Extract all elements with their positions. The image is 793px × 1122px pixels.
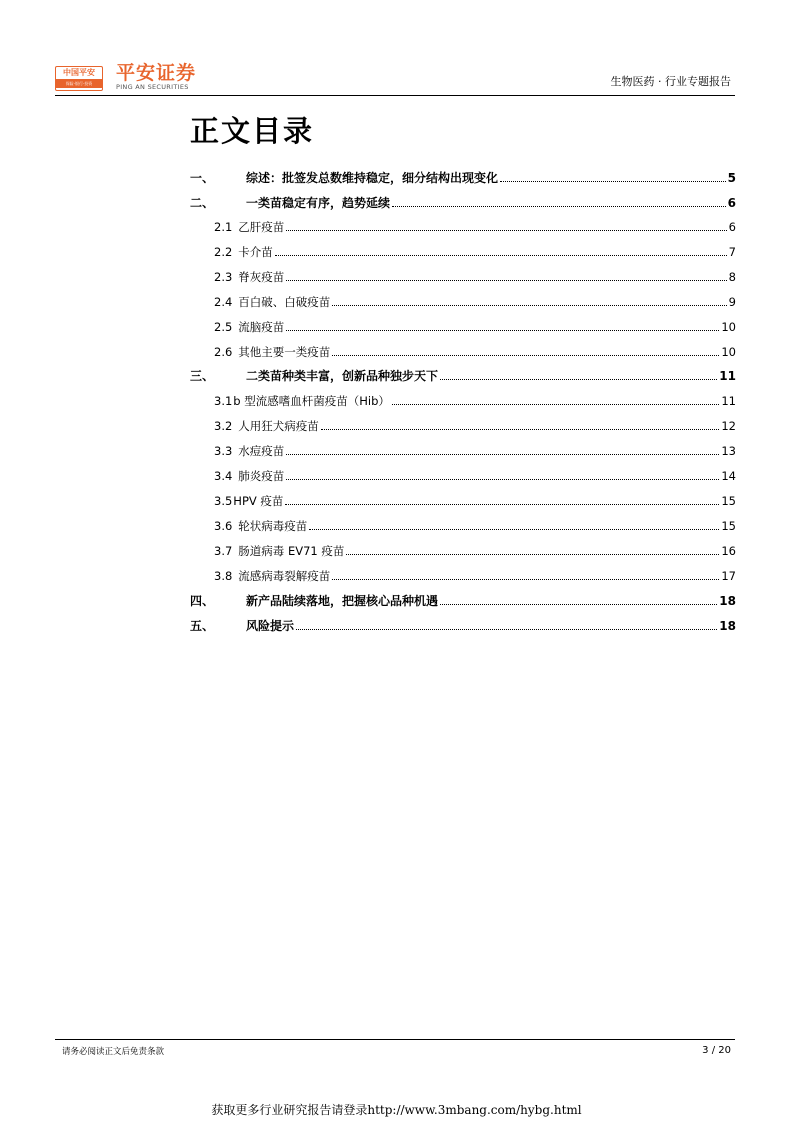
brand (116, 63, 196, 92)
toc-page: 18 (719, 594, 736, 608)
toc-leader (392, 206, 726, 207)
toc-label: 其他主要一类疫苗 (238, 345, 331, 359)
logo-bottom-text: 保险·银行·投资 (56, 79, 102, 88)
toc-label: 一类苗稳定有序，趋势延续 (246, 196, 391, 210)
toc-label: 流脑疫苗 (238, 320, 285, 334)
toc-page: 5 (727, 171, 736, 185)
toc-entry[interactable] (214, 443, 736, 459)
toc-number: 2.1 (214, 220, 233, 234)
toc-label: 人用狂犬病疫苗 (238, 419, 319, 433)
toc-leader (286, 454, 719, 455)
toc-label: 百白破、白破疫苗 (238, 295, 331, 309)
toc-page: 16 (721, 544, 736, 558)
toc-page: 11 (719, 369, 736, 383)
toc-page: 13 (721, 444, 736, 458)
toc-page: 15 (721, 519, 736, 533)
toc-page: 18 (719, 619, 736, 633)
toc-entry[interactable] (190, 368, 736, 384)
toc-entry[interactable] (214, 568, 736, 584)
toc-label: 脊灰疫苗 (238, 270, 285, 284)
toc-number: 3.4 (214, 469, 233, 483)
toc-label: b 型流感嗜血杆菌疫苗（Hib） (233, 394, 390, 408)
toc-number: 2.2 (214, 245, 233, 259)
toc-label: 二类苗种类丰富，创新品种独步天下 (246, 369, 439, 383)
toc-number: 3.1 (214, 394, 233, 408)
toc-entry[interactable] (214, 219, 736, 235)
toc-label: 乙肝疫苗 (238, 220, 285, 234)
toc-label: 风险提示 (246, 619, 295, 633)
toc-leader (440, 604, 717, 605)
brand-name-cn: 平安证券 (116, 62, 197, 84)
header-divider (55, 95, 735, 96)
toc-label: 新产品陆续落地，把握核心品种机遇 (246, 594, 439, 608)
toc-page: 12 (721, 419, 736, 433)
toc-leader (286, 280, 726, 281)
toc-entry[interactable] (190, 593, 736, 609)
toc-number: 3.7 (214, 544, 233, 558)
toc-number: 3.2 (214, 419, 233, 433)
toc-leader (286, 230, 726, 231)
toc-page: 9 (728, 295, 736, 309)
toc-number: 五、 (190, 619, 215, 633)
toc-label: 综述：批签发总数维持稳定，细分结构出现变化 (246, 171, 499, 185)
toc-leader (275, 255, 727, 256)
toc-number: 2.5 (214, 320, 233, 334)
toc-number: 一、 (190, 171, 215, 185)
toc-label: 轮状病毒疫苗 (238, 519, 308, 533)
toc-number: 四、 (190, 594, 215, 608)
toc-entry[interactable] (214, 393, 736, 409)
toc-entry[interactable] (214, 468, 736, 484)
toc-label: HPV 疫苗 (233, 494, 284, 508)
brand-name-en: PING AN SECURITIES (116, 83, 189, 91)
toc-entry[interactable] (214, 294, 736, 310)
toc-entry[interactable] (190, 195, 736, 211)
logo-top-text: 中国平安 (63, 68, 95, 77)
download-watermark: 获取更多行业研究报告请登录http://www.3mbang.com/hybg.html (211, 1103, 582, 1117)
toc-page: 10 (721, 345, 736, 359)
toc-number: 3.3 (214, 444, 233, 458)
toc-entry[interactable] (214, 244, 736, 260)
toc-page: 11 (721, 394, 736, 408)
disclaimer-text: 请务必阅读正文后免责条款 (62, 1047, 165, 1057)
pingan-logo (55, 66, 103, 91)
toc-number: 3.5 (214, 494, 233, 508)
toc-page: 6 (728, 220, 736, 234)
page-indicator: 3 / 20 (702, 1045, 731, 1056)
toc-entry[interactable] (214, 418, 736, 434)
toc-leader (321, 429, 720, 430)
toc-page: 15 (721, 494, 736, 508)
toc-page: 10 (721, 320, 736, 334)
toc-leader (346, 554, 719, 555)
toc-entry[interactable] (214, 493, 736, 509)
toc-page: 6 (727, 196, 736, 210)
toc-label: 流感病毒裂解疫苗 (238, 569, 331, 583)
toc-number: 3.6 (214, 519, 233, 533)
toc-number: 3.8 (214, 569, 233, 583)
toc-leader (440, 379, 717, 380)
toc-page: 8 (728, 270, 736, 284)
toc-number: 二、 (190, 196, 215, 210)
toc-leader (285, 504, 719, 505)
footer-divider (55, 1039, 735, 1040)
toc-leader (500, 181, 726, 182)
toc-entry[interactable] (214, 518, 736, 534)
toc-label: 肠道病毒 EV71 疫苗 (238, 544, 345, 558)
toc-label: 水痘疫苗 (238, 444, 285, 458)
toc-page: 7 (728, 245, 736, 259)
toc-entry[interactable] (214, 269, 736, 285)
toc-leader (309, 529, 719, 530)
toc-leader (286, 330, 719, 331)
toc-leader (296, 629, 717, 630)
toc-entry[interactable] (190, 618, 736, 634)
toc-page: 17 (721, 569, 736, 583)
toc-entry[interactable] (190, 170, 736, 186)
toc-label: 肺炎疫苗 (238, 469, 285, 483)
toc-page: 14 (721, 469, 736, 483)
toc-number: 2.6 (214, 345, 233, 359)
page-title: 正文目录 (190, 114, 315, 148)
toc-leader (286, 479, 719, 480)
toc-entry[interactable] (214, 319, 736, 335)
toc-leader (332, 355, 719, 356)
toc-number: 三、 (190, 369, 215, 383)
toc-leader (392, 404, 719, 405)
toc-leader (332, 305, 726, 306)
toc-leader (332, 579, 719, 580)
report-category: 生物医药 · 行业专题报告 (610, 75, 731, 88)
toc-label: 卡介苗 (238, 245, 273, 259)
toc-number: 2.4 (214, 295, 233, 309)
toc-entry[interactable] (214, 543, 736, 559)
toc-entry[interactable] (214, 344, 736, 360)
toc-number: 2.3 (214, 270, 233, 284)
